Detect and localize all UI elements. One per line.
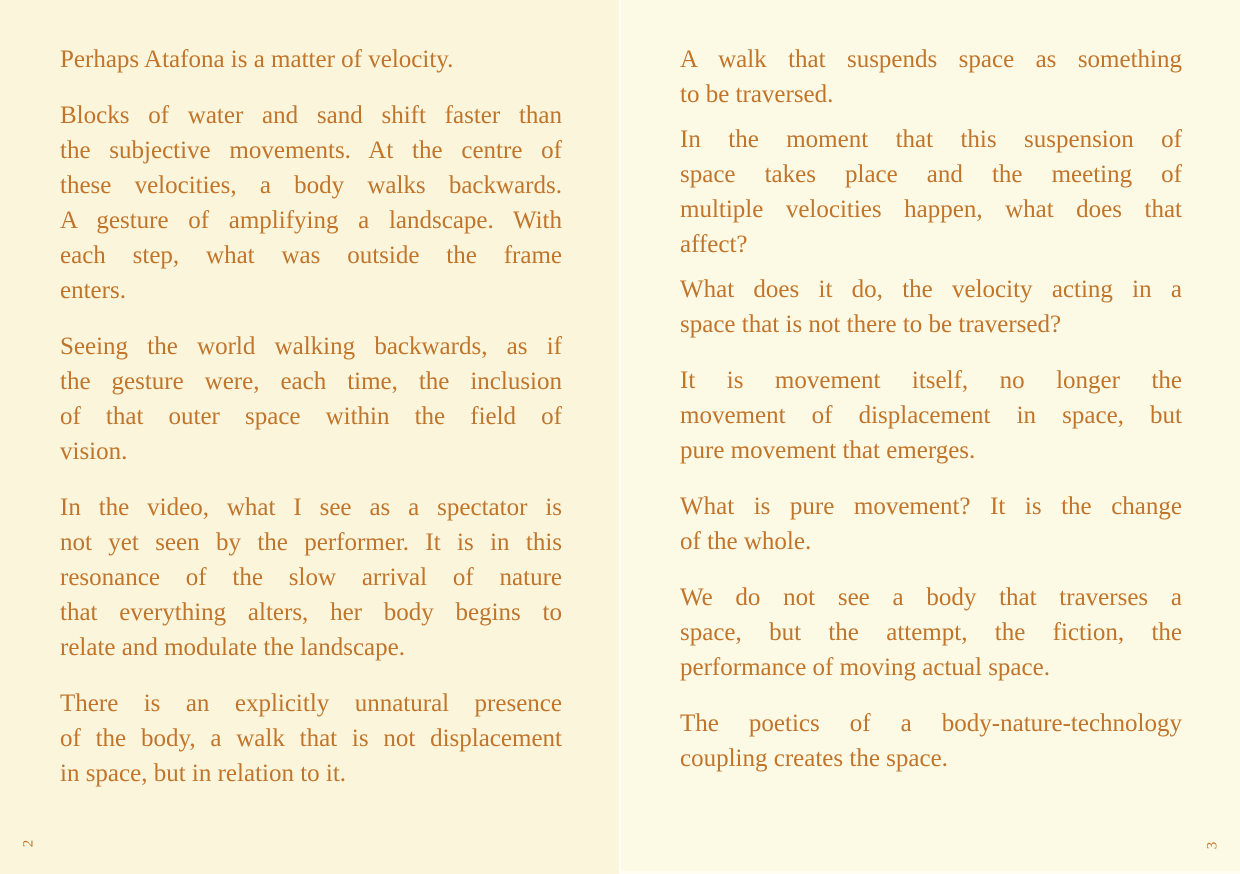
text-line: It is movement itself, no longer the bbox=[680, 367, 1182, 394]
text-line: affect? bbox=[680, 231, 748, 258]
text-line: of that outer space within the field of bbox=[60, 403, 562, 430]
paragraph bbox=[680, 363, 1182, 468]
text-line: A walk that suspends space as something bbox=[680, 46, 1182, 73]
text-line: the subjective movements. At the centre of bbox=[60, 137, 562, 164]
paragraph bbox=[680, 489, 1182, 559]
text-line: enters. bbox=[60, 277, 126, 304]
page-number-left: 2 bbox=[20, 839, 37, 848]
text-line: In the moment that this suspension of bbox=[680, 126, 1182, 153]
page-number-right: 3 bbox=[1203, 841, 1220, 850]
text-line: What does it do, the velocity acting in a bbox=[680, 276, 1182, 303]
text-line: multiple velocities happen, what does that bbox=[680, 196, 1182, 223]
page-left bbox=[0, 0, 619, 874]
text-line: space that is not there to be traversed? bbox=[680, 311, 1062, 338]
paragraph bbox=[680, 272, 1182, 342]
text-line: relate and modulate the landscape. bbox=[60, 634, 405, 661]
text-line: vision. bbox=[60, 438, 128, 465]
paragraph bbox=[680, 706, 1182, 776]
page-right-text-block bbox=[680, 42, 1182, 776]
paragraph bbox=[680, 42, 1182, 112]
text-line: A gesture of amplifying a landscape. With bbox=[60, 207, 562, 234]
paragraph bbox=[60, 98, 562, 308]
paragraph bbox=[680, 580, 1182, 685]
text-line: of the body, a walk that is not displacement bbox=[60, 725, 562, 752]
page-right bbox=[621, 0, 1240, 874]
paragraph bbox=[60, 42, 562, 77]
text-line: that everything alters, her body begins to bbox=[60, 599, 562, 626]
page-left-text-block bbox=[60, 42, 562, 791]
text-line: The poetics of a body-nature-technology bbox=[680, 710, 1182, 737]
text-line: Perhaps Atafona is a matter of velocity. bbox=[60, 46, 454, 73]
text-line: In the video, what I see as a spectator is bbox=[60, 494, 562, 521]
text-line: space, but the attempt, the fiction, the bbox=[680, 619, 1182, 646]
text-line: each step, what was outside the frame bbox=[60, 242, 562, 269]
text-line: resonance of the slow arrival of nature bbox=[60, 564, 562, 591]
text-line: pure movement that emerges. bbox=[680, 437, 976, 464]
text-line: these velocities, a body walks backwards. bbox=[60, 172, 562, 199]
text-line: coupling creates the space. bbox=[680, 745, 948, 772]
text-line: We do not see a body that traverses a bbox=[680, 584, 1182, 611]
text-line: movement of displacement in space, but bbox=[680, 402, 1182, 429]
text-line: What is pure movement? It is the change bbox=[680, 493, 1182, 520]
paragraph bbox=[680, 122, 1182, 262]
text-line: to be traversed. bbox=[680, 81, 834, 108]
text-line: space takes place and the meeting of bbox=[680, 161, 1182, 188]
text-line: Blocks of water and sand shift faster than bbox=[60, 102, 562, 129]
text-line: not yet seen by the performer. It is in this bbox=[60, 529, 562, 556]
text-line: There is an explicitly unnatural presence bbox=[60, 690, 562, 717]
text-line: in space, but in relation to it. bbox=[60, 760, 347, 787]
text-line: the gesture were, each time, the inclusion bbox=[60, 368, 562, 395]
paragraph bbox=[60, 686, 562, 791]
text-line: of the whole. bbox=[680, 528, 812, 555]
paragraph bbox=[60, 490, 562, 665]
text-line: performance of moving actual space. bbox=[680, 654, 1050, 681]
paragraph bbox=[60, 329, 562, 469]
text-line: Seeing the world walking backwards, as if bbox=[60, 333, 562, 360]
